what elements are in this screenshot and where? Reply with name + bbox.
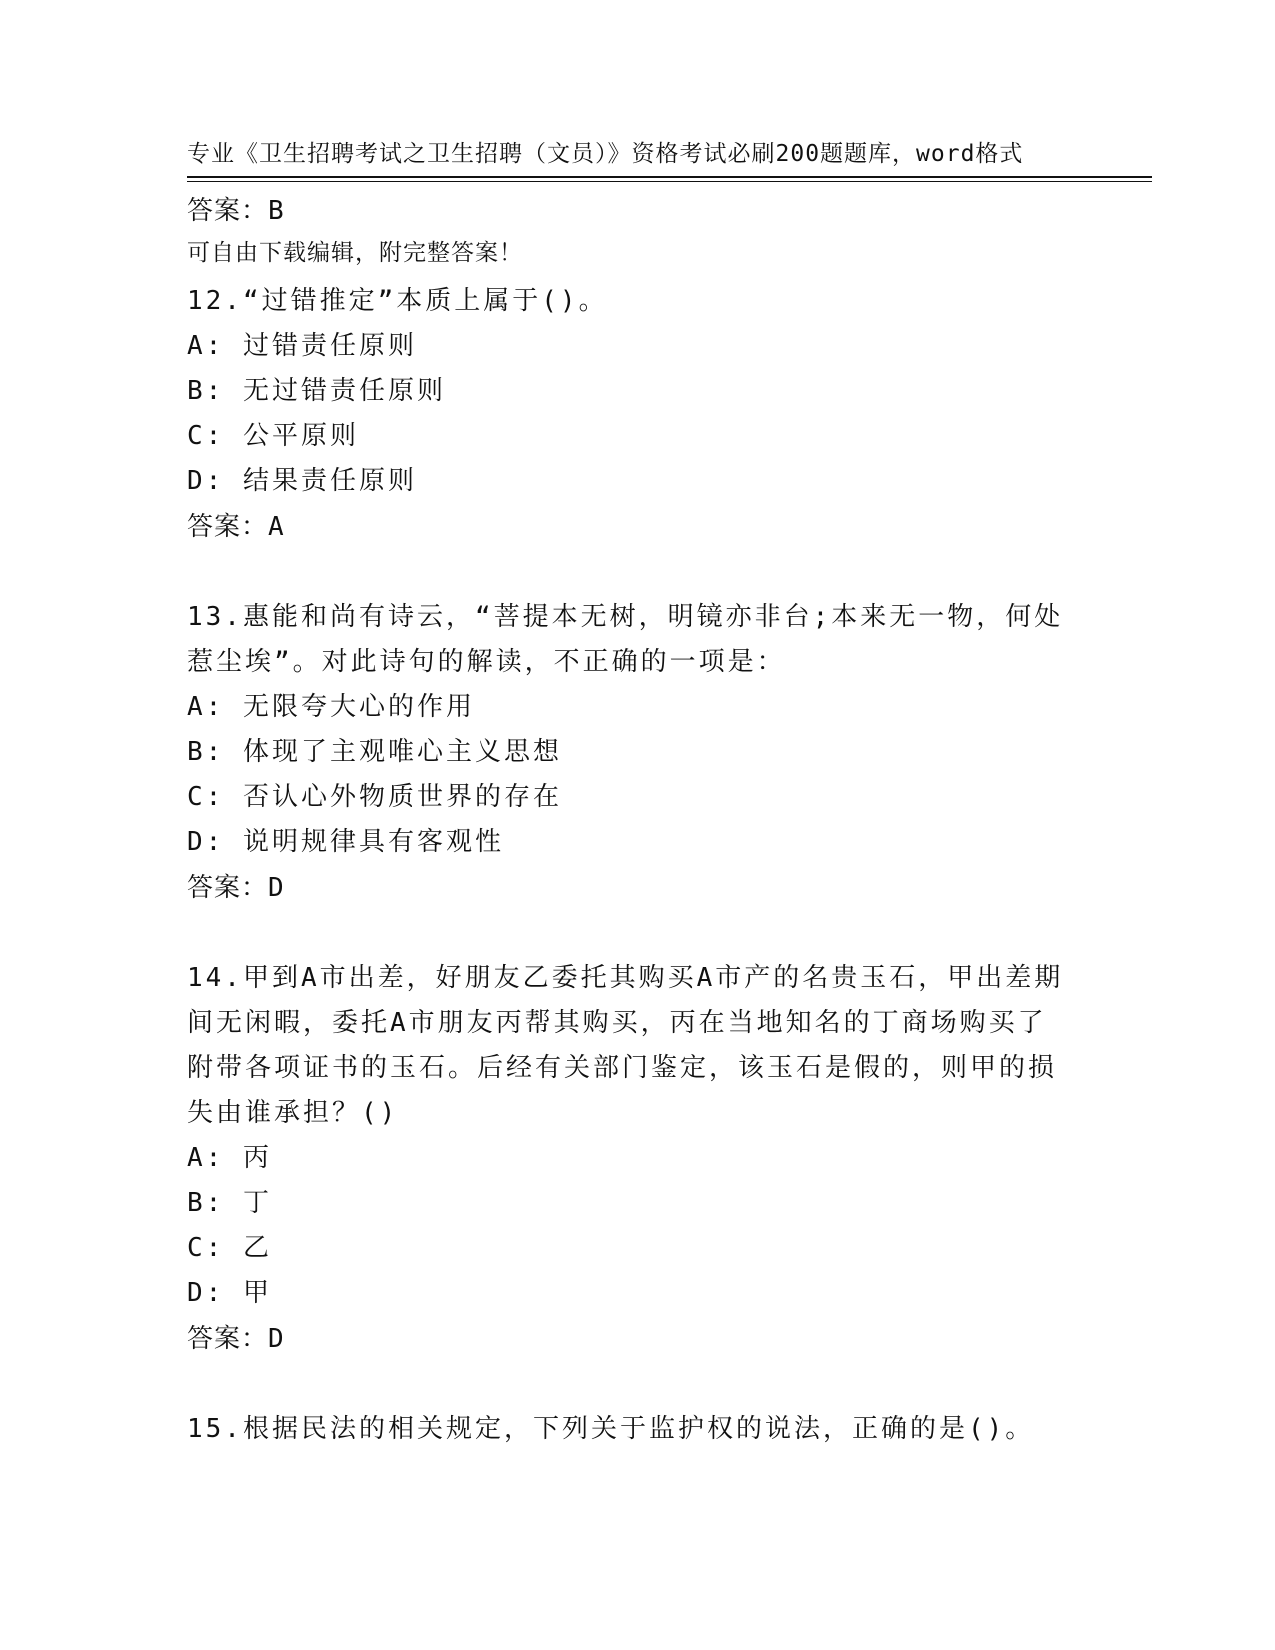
question-12 xyxy=(187,279,1087,550)
question-stem-line-1: 14.甲到A市出差，好朋友乙委托其购买A市产的名贵玉石，甲出差期 xyxy=(187,963,1064,993)
option-d: D: 甲 xyxy=(187,1278,272,1308)
question-list xyxy=(187,188,1087,1452)
question-stem-line-2: 惹尘埃”。对此诗句的解读，不正确的一项是： xyxy=(187,647,786,677)
option-c: C: 公平原则 xyxy=(187,421,359,451)
answer-value: D xyxy=(268,873,285,903)
spacer xyxy=(187,550,1087,595)
option-c: C: 乙 xyxy=(187,1233,272,1263)
spacer xyxy=(187,911,1087,956)
answer-value: B xyxy=(268,196,285,226)
answer-value: D xyxy=(268,1324,285,1354)
answer-value: A xyxy=(268,512,285,542)
answer-line-q11 xyxy=(187,188,1087,234)
answer-line xyxy=(187,865,1087,911)
answer-label: 答案： xyxy=(187,512,269,542)
option-d: D: 说明规律具有客观性 xyxy=(187,827,504,857)
option-a: A: 过错责任原则 xyxy=(187,331,417,361)
option-a: A: 无限夸大心的作用 xyxy=(187,692,475,722)
question-stem-line-3: 附带各项证书的玉石。后经有关部门鉴定，该玉石是假的，则甲的损 xyxy=(187,1053,1058,1083)
header-title-line-1: 专业《卫生招聘考试之卫生招聘（文员）》资格考试必刷200题题库，word格式 xyxy=(187,141,1024,167)
question-stem-line-2: 间无闲暇，委托A市朋友丙帮其购买，丙在当地知名的丁商场购买了 xyxy=(187,1008,1047,1038)
header-title-line-2: 可自由下载编辑，附完整答案！ xyxy=(187,240,523,266)
spacer xyxy=(187,1362,1087,1407)
header-rule-thick xyxy=(187,176,1152,178)
question-15 xyxy=(187,1407,1087,1452)
question-stem: 12.“过错推定”本质上属于()。 xyxy=(187,286,608,316)
option-c: C: 否认心外物质世界的存在 xyxy=(187,782,562,812)
option-d: D: 结果责任原则 xyxy=(187,466,417,496)
answer-line xyxy=(187,1316,1087,1362)
answer-label: 答案： xyxy=(187,196,269,226)
option-b: B: 无过错责任原则 xyxy=(187,376,446,406)
answer-line xyxy=(187,504,1087,550)
header-rule-thin xyxy=(187,181,1152,182)
question-13 xyxy=(187,595,1087,911)
spacer xyxy=(187,234,1087,279)
answer-label: 答案： xyxy=(187,873,269,903)
option-a: A: 丙 xyxy=(187,1143,272,1173)
question-stem-line-1: 13.惠能和尚有诗云，“菩提本无树，明镜亦非台;本来无一物，何处 xyxy=(187,602,1064,632)
answer-label: 答案： xyxy=(187,1324,269,1354)
question-stem-line-4: 失由谁承担？() xyxy=(187,1098,399,1128)
question-stem: 15.根据民法的相关规定，下列关于监护权的说法，正确的是()。 xyxy=(187,1414,1035,1444)
option-b: B: 体现了主观唯心主义思想 xyxy=(187,737,562,767)
option-b: B: 丁 xyxy=(187,1188,272,1218)
question-14 xyxy=(187,956,1087,1362)
